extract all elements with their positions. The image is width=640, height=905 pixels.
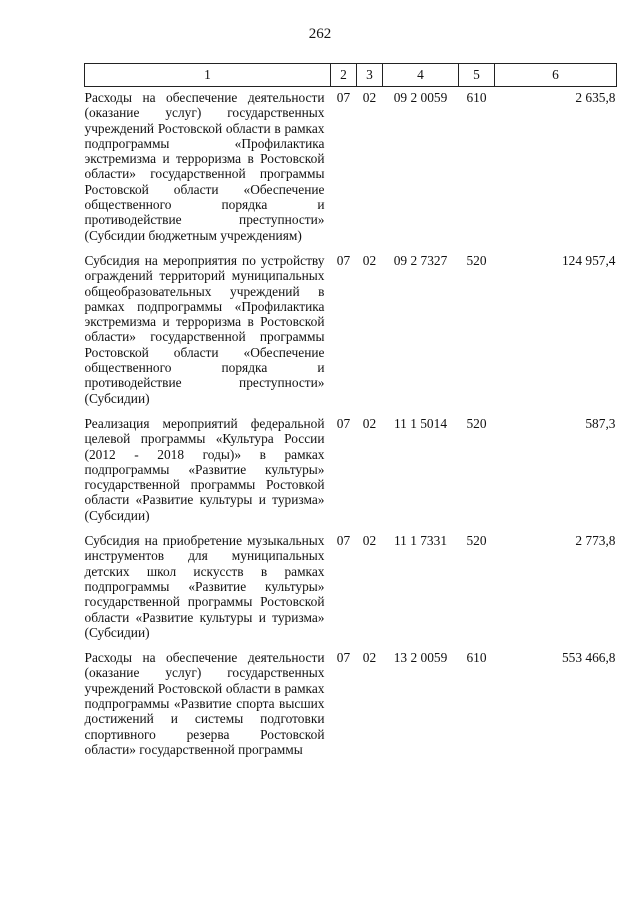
row-subsection: 02 <box>362 533 377 549</box>
row-amount: 2 773,8 <box>575 533 616 549</box>
header-col-6: 6 <box>495 64 617 87</box>
row-amount: 2 635,8 <box>575 90 616 105</box>
header-col-1: 1 <box>85 64 331 87</box>
row-expense-type: 520 <box>466 415 487 431</box>
header-col-3: 3 <box>357 64 383 87</box>
row-description: Субсидия на приобретение музыкальных инструментов для муниципальных детских школ искусств в рамках подпрограммы «Развитие культуры» государственной программы Ростовской области «Развитие культуры и туризма» (Субсидии) <box>84 533 325 640</box>
table-header-row <box>85 64 617 87</box>
row-subsection: 02 <box>362 252 377 268</box>
row-section: 07 <box>336 650 351 666</box>
row-subsection: 02 <box>362 650 377 666</box>
row-section: 07 <box>336 252 351 268</box>
table-row <box>85 413 617 530</box>
row-target-code: 13 2 0059 <box>393 650 448 666</box>
page-number: 262 <box>308 26 332 42</box>
row-subsection: 02 <box>362 415 377 431</box>
row-amount: 124 957,4 <box>561 252 616 268</box>
row-target-code: 09 2 0059 <box>393 90 448 105</box>
header-col-2: 2 <box>331 64 357 87</box>
table-row <box>85 530 617 647</box>
row-description: Расходы на обеспечение деятельности (оказание услуг) государственных учреждений Ростовской области в рамках подпрограммы «Развитие спорта высших достижений и системы подготовки спортивного резерва Ростовской области» государственной программы <box>84 650 325 757</box>
row-amount: 587,3 <box>585 415 616 431</box>
row-target-code: 09 2 7327 <box>393 252 448 268</box>
row-description: Реализация мероприятий федеральной целевой программы «Культура России (2012 - 2018 годы)» в рамках подпрограммы «Развитие культуры» государственной программы Ростовкой области «Развитие культуры и туризма» (Субсидии) <box>84 415 325 523</box>
row-target-code: 11 1 7331 <box>393 533 448 549</box>
row-description: Расходы на обеспечение деятельности (оказание услуг) государственных учреждений Ростовской области в рамках подпрограммы «Профилактика экстремизма и терроризма в Ростовской области» государственной программы Ростовской области «Обеспечение общественного порядка и противодействие преступности» (Субсидии бюджетным учреждениям) <box>84 90 325 243</box>
row-section: 07 <box>336 90 351 105</box>
row-section: 07 <box>336 415 351 431</box>
table-row <box>85 250 617 413</box>
header-col-4: 4 <box>383 64 459 87</box>
table-row <box>85 87 617 250</box>
row-subsection: 02 <box>362 90 377 105</box>
row-expense-type: 610 <box>466 90 487 105</box>
row-section: 07 <box>336 533 351 549</box>
row-expense-type: 520 <box>466 533 487 549</box>
table-row <box>85 647 617 764</box>
header-col-5: 5 <box>459 64 495 87</box>
row-expense-type: 520 <box>466 252 487 268</box>
row-amount: 553 466,8 <box>561 650 616 666</box>
row-description: Субсидия на мероприятия по устройству ограждений территорий муниципальных общеобразовательных учреждений в рамках подпрограммы «Профилактика экстремизма и терроризма в Ростовской области» государственной программы Ростовской области «Обеспечение общественного порядка и противодействие преступности» (Субсидии) <box>84 252 325 406</box>
row-target-code: 11 1 5014 <box>393 415 448 431</box>
row-expense-type: 610 <box>466 650 487 666</box>
budget-table <box>84 63 617 764</box>
